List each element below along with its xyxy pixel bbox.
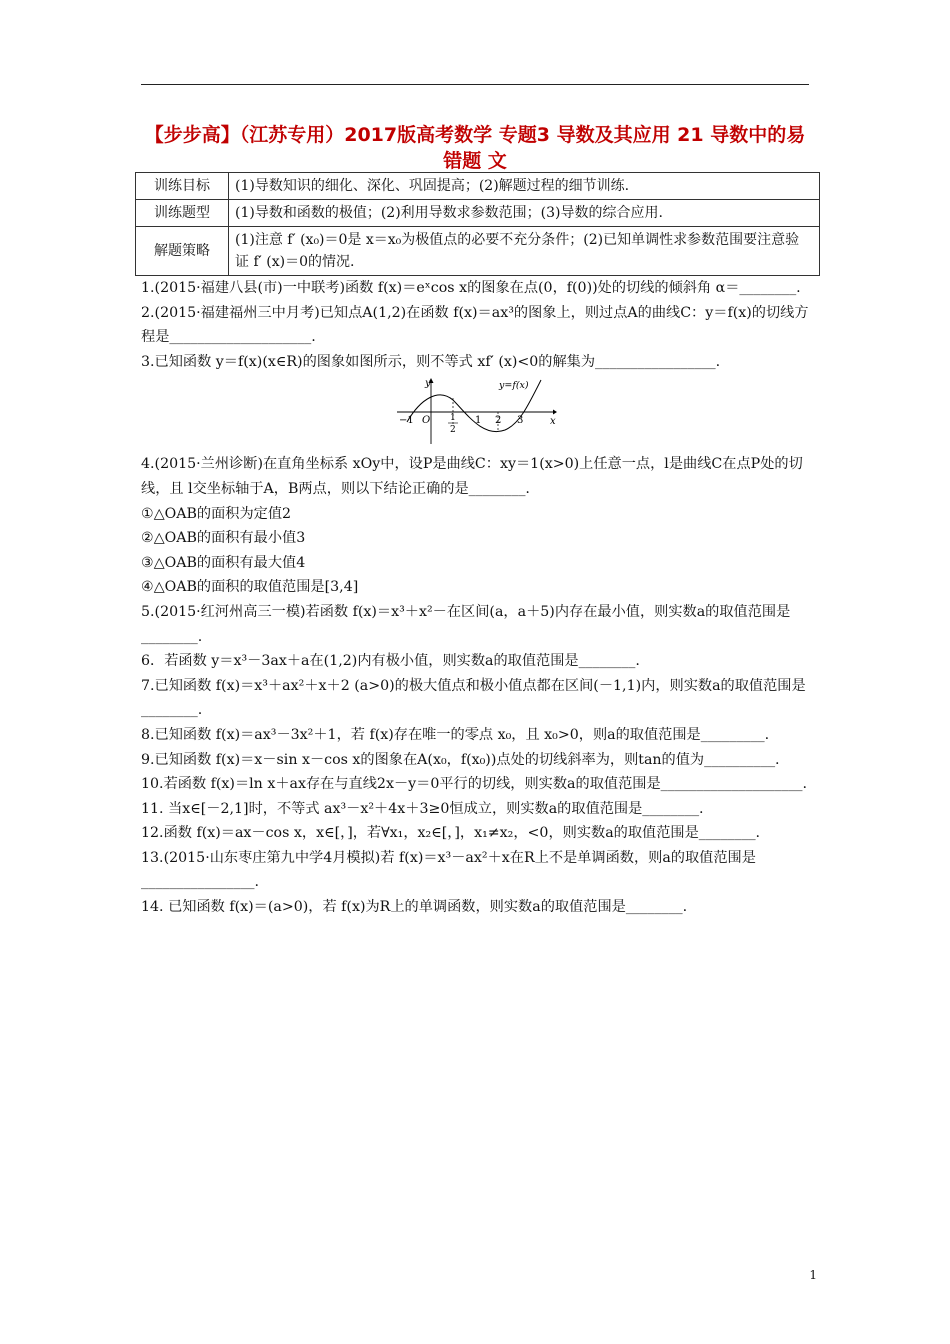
problem-8: 8.已知函数 f(x)＝ax³－3x²＋1，若 f(x)存在唯一的零点 x₀，且 x₀>0，则a的取值范围是_________.	[141, 726, 770, 743]
table-row	[136, 227, 820, 276]
page-title: 【步步高】（江苏专用）2017版高考数学 专题3 导数及其应用 21 导数中的易错题 文	[144, 124, 806, 172]
problem-5: 5.(2015·红河州高三一模)若函数 f(x)＝x³＋x²－在区间(a，a＋5)内存在最小值，则实数a的取值范围是________.	[141, 603, 791, 645]
tick-label: 3	[517, 415, 524, 427]
info-table	[135, 172, 820, 276]
problem-11: 11. 当x∈[－2,1]时，不等式 ax³－x²＋4x＋3≥0恒成立，则实数a的取值范围是________.	[141, 800, 704, 817]
row-label: 解题策略	[136, 227, 229, 276]
table-row	[136, 173, 820, 200]
problem-9: 9.已知函数 f(x)＝x－sin x－cos x的图象在A(x₀，f(x₀))点处的切线斜率为，则tan的值为__________.	[141, 751, 780, 768]
x-axis-label: x	[550, 416, 556, 428]
row-label: 训练题型	[136, 200, 229, 227]
tick-label: 1	[475, 415, 482, 427]
row-content: (1)注意 f′ (x₀)＝0是 x＝x₀为极值点的必要不充分条件；(2)已知单调性求参数范围要注意验证 f′ (x)＝0的情况.	[229, 227, 820, 276]
tick-label: −1	[399, 415, 414, 427]
header-rule	[141, 84, 809, 85]
problem-4-option: ②△OAB的面积有最小值3	[141, 530, 306, 547]
y-axis-label: y	[425, 378, 431, 390]
problem-4-option: ①△OAB的面积为定值2	[141, 505, 292, 522]
x-axis-arrow	[553, 410, 557, 415]
problem-3: 3.已知函数 y＝f(x)(x∈R)的图象如图所示，则不等式 xf′ (x)<0的解集为_________________.	[141, 353, 721, 370]
row-label: 训练目标	[136, 173, 229, 200]
curve-label: y=f(x)	[499, 380, 529, 392]
problem-4-option: ④△OAB的面积的取值范围是[3,4]	[141, 579, 359, 596]
problem-13: 13.(2015·山东枣庄第九中学4月模拟)若 f(x)＝x³－ax²＋x在R上不是单调函数，则a的取值范围是________________.	[141, 849, 756, 891]
problem-2: 2.(2015·福建福州三中月考)已知点A(1,2)在函数 f(x)＝ax³的图象上，则过点A的曲线C：y＝f(x)的切线方程是____________________.	[141, 304, 809, 346]
tick-label: 1	[450, 413, 456, 424]
tick-label: 2	[495, 415, 502, 427]
problem-12: 12.函数 f(x)＝ax－cos x，x∈[，]，若∀x₁，x₂∈[，]，x₁≠x₂，<0，则实数a的取值范围是________.	[141, 825, 761, 842]
problem-4-option: ③△OAB的面积有最大值4	[141, 554, 306, 571]
function-graph-figure	[395, 376, 557, 446]
tick-label: 2	[450, 425, 456, 436]
row-content: (1)导数知识的细化、深化、巩固提高；(2)解题过程的细节训练.	[229, 173, 820, 200]
row-content: (1)导数和函数的极值；(2)利用导数求参数范围；(3)导数的综合应用.	[229, 200, 820, 227]
problem-10: 10.若函数 f(x)＝ln x＋ax存在与直线2x－y＝0平行的切线，则实数a的取值范围是____________________.	[141, 776, 808, 793]
problem-6: 6．若函数 y＝x³－3ax＋a在(1,2)内有极小值，则实数a的取值范围是________.	[141, 653, 640, 670]
problem-14: 14. 已知函数 f(x)＝(a>0)，若 f(x)为R上的单调函数，则实数a的取值范围是________.	[141, 899, 688, 916]
problem-list	[141, 276, 811, 920]
table-row	[136, 200, 820, 227]
origin-label: O	[422, 415, 431, 427]
problem-1: 1.(2015·福建八县(市)一中联考)函数 f(x)＝eˣcos x的图象在点(0，f(0))处的切线的倾斜角 α＝________.	[141, 280, 801, 296]
problem-4: 4.(2015·兰州诊断)在直角坐标系 xOy中，设P是曲线C：xy＝1(x>0)上任意一点，l是曲线C在点P处的切线，且 l交坐标轴于A，B两点，则以下结论正确的是________.	[141, 456, 803, 497]
problem-7: 7.已知函数 f(x)＝x³＋ax²＋x＋2 (a>0)的极大值点和极小值点都在区间(－1,1)内，则实数a的取值范围是________.	[141, 677, 806, 719]
page-number: 1	[809, 1268, 817, 1282]
